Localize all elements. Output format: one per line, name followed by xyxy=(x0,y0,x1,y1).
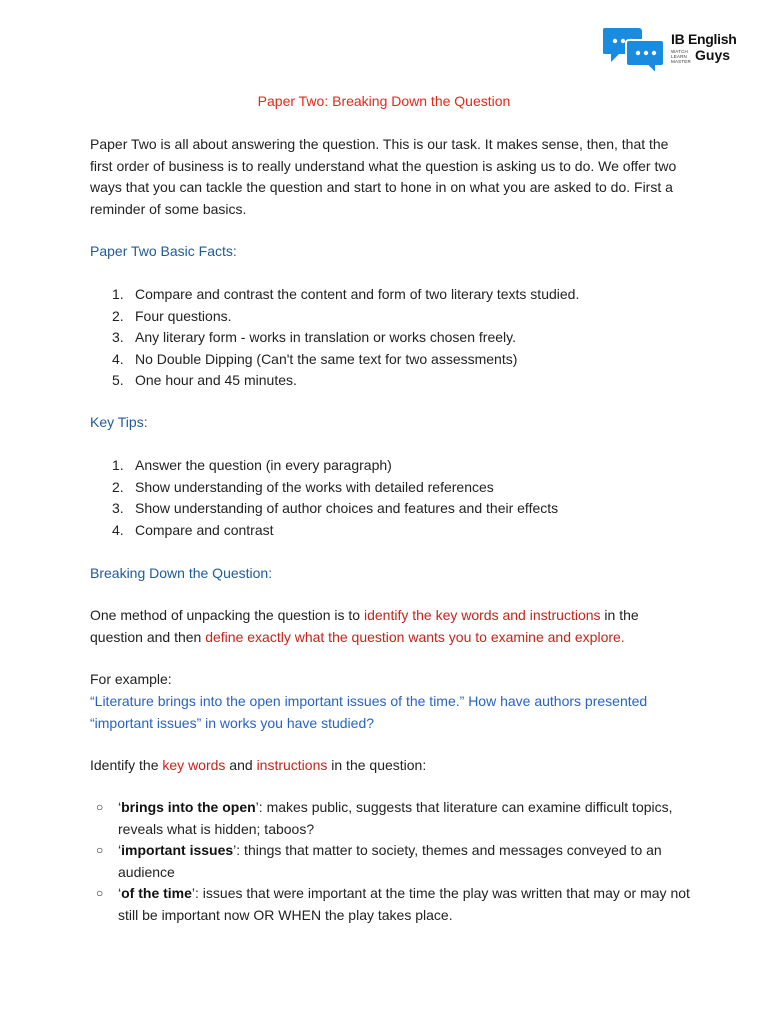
key-term: brings into the open xyxy=(121,799,256,815)
circle-bullet-icon: ○ xyxy=(96,886,104,900)
list-item-text: Compare and contrast the content and form of two literary texts studied. xyxy=(135,286,580,302)
quote-open: ‘ xyxy=(118,885,122,901)
logo-line1: IB English xyxy=(671,31,737,47)
list-item xyxy=(90,455,690,477)
list-item-text: Show understanding of the works with detailed references xyxy=(135,478,494,495)
example-question: “Literature brings into the open important issues of the time.” How have authors presented “important issues” in works you have studied? xyxy=(90,693,648,731)
list-item xyxy=(90,883,690,926)
quote-open: ‘ xyxy=(118,799,122,815)
list-number: 3. xyxy=(112,329,124,345)
list-item xyxy=(90,498,690,520)
list-number: 2. xyxy=(112,307,124,324)
identify-text-2: and xyxy=(225,757,257,773)
quote-open: ‘ xyxy=(118,842,122,858)
list-item-text: Answer the question (in every paragraph) xyxy=(135,457,392,473)
method-highlight-1: identify the key words and instructions xyxy=(363,607,601,623)
logo-wordmark xyxy=(671,31,737,64)
list-item xyxy=(90,306,690,328)
list-item xyxy=(90,370,690,392)
list-item xyxy=(90,520,690,542)
intro-paragraph: Paper Two is all about answering the question. This is our task. It makes sense, then, that the first order of business is to really understand what the question is asking us to do. We offer two ways that you can tackle the question and start to hone in on what you are asked to do. First a reminder of some basics. xyxy=(90,136,677,217)
logo-line2: Guys xyxy=(695,47,731,63)
basic-facts-heading: Paper Two Basic Facts: xyxy=(90,243,237,259)
page-title: Paper Two: Breaking Down the Question xyxy=(257,93,511,109)
method-text-1: One method of unpacking the question is to xyxy=(90,607,364,623)
identify-highlight-2: instructions xyxy=(256,757,328,773)
key-term-definition: : things that matter to society, themes and messages conveyed to an audience xyxy=(118,842,662,880)
circle-bullet-icon: ○ xyxy=(96,800,104,814)
key-term-definition: : makes public, suggests that literature can examine difficult topics, reveals what is hidden; taboos? xyxy=(118,799,673,837)
breaking-down-heading: Breaking Down the Question: xyxy=(90,565,273,581)
list-item-text: Four questions. xyxy=(135,307,232,324)
method-text-2: in the question and then xyxy=(90,607,639,645)
key-term: important issues xyxy=(121,842,234,858)
chat-bubbles-icon xyxy=(603,26,667,76)
method-paragraph xyxy=(90,605,690,648)
quote-close: ’ xyxy=(255,799,259,815)
key-term-definition: : issues that were important at the time the play was written that may or may not still be important now OR WHEN the play takes place. xyxy=(118,885,690,923)
list-item xyxy=(90,349,690,371)
circle-bullet-icon: ○ xyxy=(96,843,104,857)
list-number: 1. xyxy=(112,457,124,473)
identify-highlight-1: key words xyxy=(162,757,226,773)
list-number: 1. xyxy=(112,286,124,302)
list-number: 4. xyxy=(112,350,124,367)
basic-facts-list xyxy=(90,284,690,392)
identify-text-3: in the question: xyxy=(327,757,427,773)
list-number: 5. xyxy=(112,372,124,388)
list-item-text: Any literary form - works in translation or works chosen freely. xyxy=(135,329,516,345)
key-tips-list xyxy=(90,455,690,541)
list-item-text: One hour and 45 minutes. xyxy=(135,372,297,388)
list-item-text: Compare and contrast xyxy=(135,521,274,538)
list-item-text: Show understanding of author choices and features and their effects xyxy=(135,500,559,516)
list-item-text: No Double Dipping (Can't the same text for two assessments) xyxy=(135,350,518,367)
identify-paragraph xyxy=(90,755,690,777)
quote-close: ’ xyxy=(191,885,196,901)
list-item xyxy=(90,327,690,349)
quote-close: ’ xyxy=(233,842,237,858)
list-number: 3. xyxy=(112,500,124,516)
key-term: of the time xyxy=(121,885,192,901)
key-tips-heading: Key Tips: xyxy=(90,414,148,430)
key-words-list xyxy=(90,797,690,926)
ib-english-guys-logo xyxy=(603,26,743,76)
list-item xyxy=(90,284,690,306)
list-number: 4. xyxy=(112,521,124,538)
list-number: 2. xyxy=(112,478,124,495)
list-item xyxy=(90,840,690,883)
identify-text-1: Identify the xyxy=(90,757,163,773)
method-highlight-2: define exactly what the question wants you to examine and explore. xyxy=(205,628,625,645)
list-item xyxy=(90,477,690,499)
list-item xyxy=(90,797,690,840)
logo-tagline: WATCH LEARN MASTER xyxy=(671,49,691,64)
for-example-label: For example: xyxy=(90,671,172,687)
